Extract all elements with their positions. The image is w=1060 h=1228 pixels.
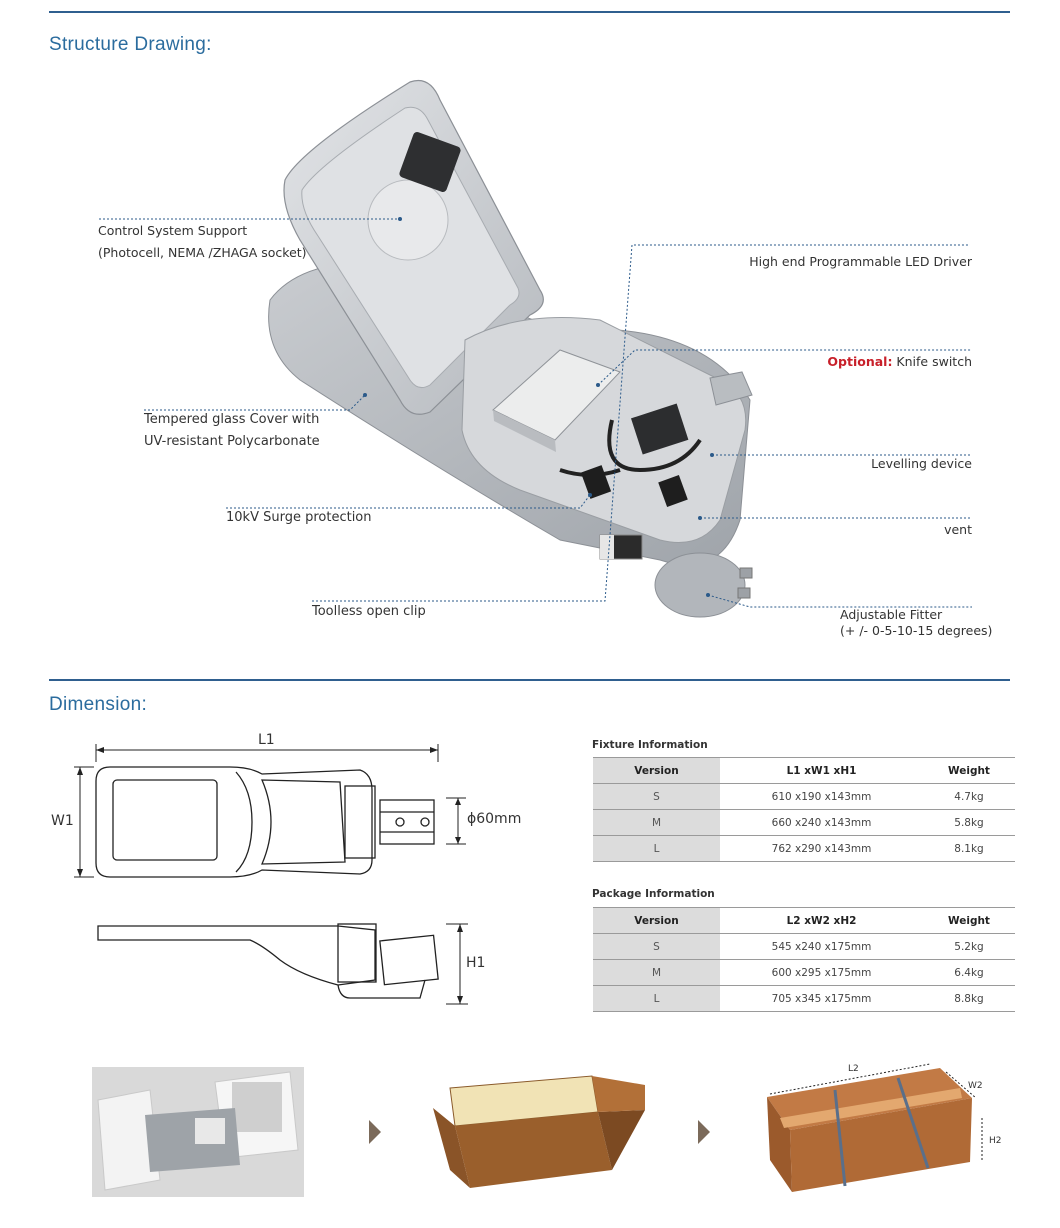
- open-carton: [433, 1076, 645, 1188]
- package-w2-label: W2: [968, 1081, 983, 1091]
- table-row: M 600 x295 x175mm 6.4kg: [593, 960, 1015, 986]
- package-table-caption: Package Information: [592, 888, 715, 900]
- table-header-row: Version L1 xW1 xH1 Weight: [593, 758, 1015, 784]
- package-l2-label: L2: [848, 1064, 859, 1074]
- package-h2-label: H2: [989, 1136, 1002, 1146]
- dimension-w1-label: W1: [51, 813, 74, 829]
- callout-surge-protection: 10kV Surge protection: [226, 510, 372, 525]
- dimension-l1-label: L1: [258, 732, 275, 748]
- callout-adjustable-fitter: Adjustable Fitter (+ /- 0-5-10-15 degrees): [840, 607, 993, 638]
- dimension-title: Dimension:: [49, 694, 148, 715]
- callout-glass-cover: Tempered glass Cover with UV-resistant Polycarbonate: [144, 412, 320, 449]
- callout-levelling-device: Levelling device: [871, 456, 972, 471]
- callout-led-driver: High end Programmable LED Driver: [749, 254, 972, 269]
- table-row: L 705 x345 x175mm 8.8kg: [593, 986, 1015, 1012]
- fixture-table-caption: Fixture Information: [592, 739, 708, 751]
- optional-label: Optional:: [827, 354, 893, 369]
- foam-packing-photo: [92, 1067, 304, 1197]
- table-header-row: Version L2 xW2 xH2 Weight: [593, 908, 1015, 934]
- structure-drawing-title: Structure Drawing:: [49, 34, 212, 55]
- callout-control-system-support: Control System Support (Photocell, NEMA /ZHAGA socket): [98, 223, 307, 260]
- table-row: S 610 x190 x143mm 4.7kg: [593, 784, 1015, 810]
- dimension-h1-label: H1: [466, 955, 486, 971]
- table-row: L 762 x290 x143mm 8.1kg: [593, 836, 1015, 862]
- table-row: M 660 x240 x143mm 5.8kg: [593, 810, 1015, 836]
- callout-knife-switch: Optional: Knife switch: [827, 354, 972, 369]
- table-row: S 545 x240 x175mm 5.2kg: [593, 934, 1015, 960]
- callout-vent: vent: [944, 522, 972, 537]
- dimension-diameter-label: ϕ60mm: [467, 811, 522, 827]
- closed-carton: [767, 1064, 982, 1192]
- callout-toolless-clip: Toolless open clip: [312, 604, 426, 619]
